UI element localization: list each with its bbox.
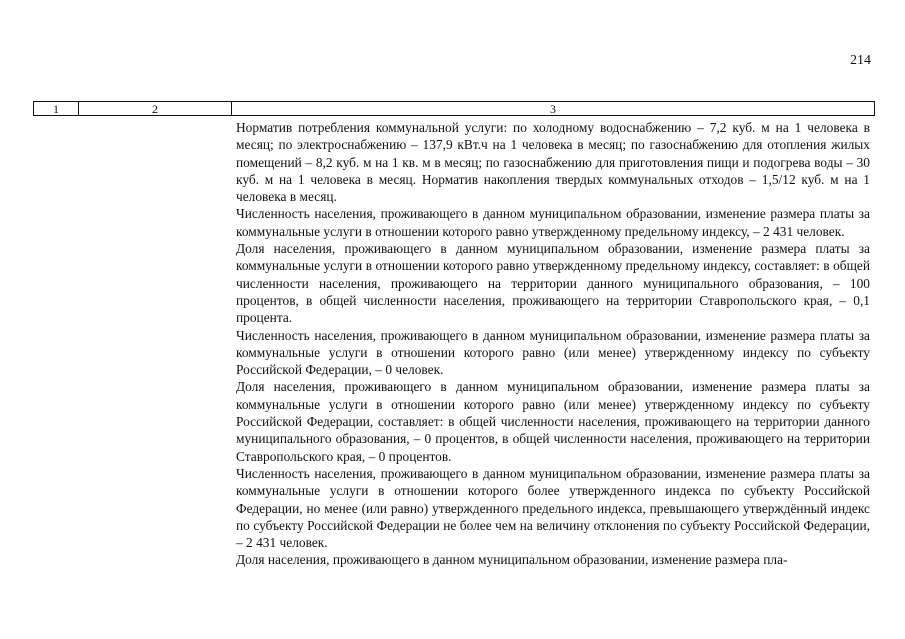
paragraph-share-equal-max-index: Доля населения, проживающего в данном муниципальном образовании, изменение размера платы за коммунальные услуги в отношении которого равно утвержденному предельному индексу, составляет: в общей численности населения, проживающего на территории данного муниципального образования, – 100 процентов, в общей численности населения, проживающего на территории Ставропольского края, – 0,1 процента.: [236, 241, 870, 326]
paragraph-share-equal-regional-index: Доля населения, проживающего в данном муниципальном образовании, изменение размера платы за коммунальные услуги в отношении которого равно (или менее) утвержденному индексу по субъекту Российской Федерации, составляет: в общей численности населения, проживающего на территории данного муниципального образования, – 0 процентов, в общей численности населения, проживающего на территории Ставропольского края, – 0 процентов.: [236, 379, 870, 464]
paragraph-consumption-norms: Норматив потребления коммунальной услуги: по холодному водоснабжению – 7,2 куб. м на 1 человека в месяц; по электроснабжению – 137,9 кВт.ч на 1 человека в месяц; по газоснабжению для отопления жилых помещений – 8,2 куб. м на 1 кв. м в месяц; по газоснабжению для приготовления пищи и подогрева воды – 30 куб. м на 1 человека в месяц. Норматив накопления твердых коммунальных отходов – 1,5/12 куб. м на 1 человека в месяц.: [236, 120, 870, 205]
paragraph-share-continued: Доля населения, проживающего в данном муниципальном образовании, изменение размера пла-: [236, 552, 788, 568]
column-number-header: [33, 101, 875, 116]
paragraph-population-above-regional-index: Численность населения, проживающего в данном муниципальном образовании, изменение размера платы за коммунальные услуги в отношении которого более утвержденного индекса по субъекту Российской Федерации, но менее (или равно) утвержденного предельного индекса, превышающего утверждённый индекс по субъекту Российской Федерации не более чем на величину отклонения по субъекту Российской Федерации, – 2 431 человек.: [236, 465, 870, 551]
column-3-number: 3: [232, 102, 875, 116]
header-row: [34, 102, 875, 116]
column-1-number: 1: [34, 102, 79, 116]
paragraph-population-equal-regional-index: Численность населения, проживающего в данном муниципальном образовании, изменение размера платы за коммунальные услуги в отношении которого равно (или менее) утвержденному индексу по субъекту Российской Федерации, – 0 человек.: [236, 327, 870, 378]
paragraph-population-equal-max-index: Численность населения, проживающего в данном муниципальном образовании, изменение размера платы за коммунальные услуги в отношении которого равно утвержденному предельному индексу, – 2 431 человек.: [236, 206, 870, 239]
document-body: [236, 119, 870, 569]
column-2-number: 2: [79, 102, 232, 116]
page-number: 214: [850, 53, 871, 68]
